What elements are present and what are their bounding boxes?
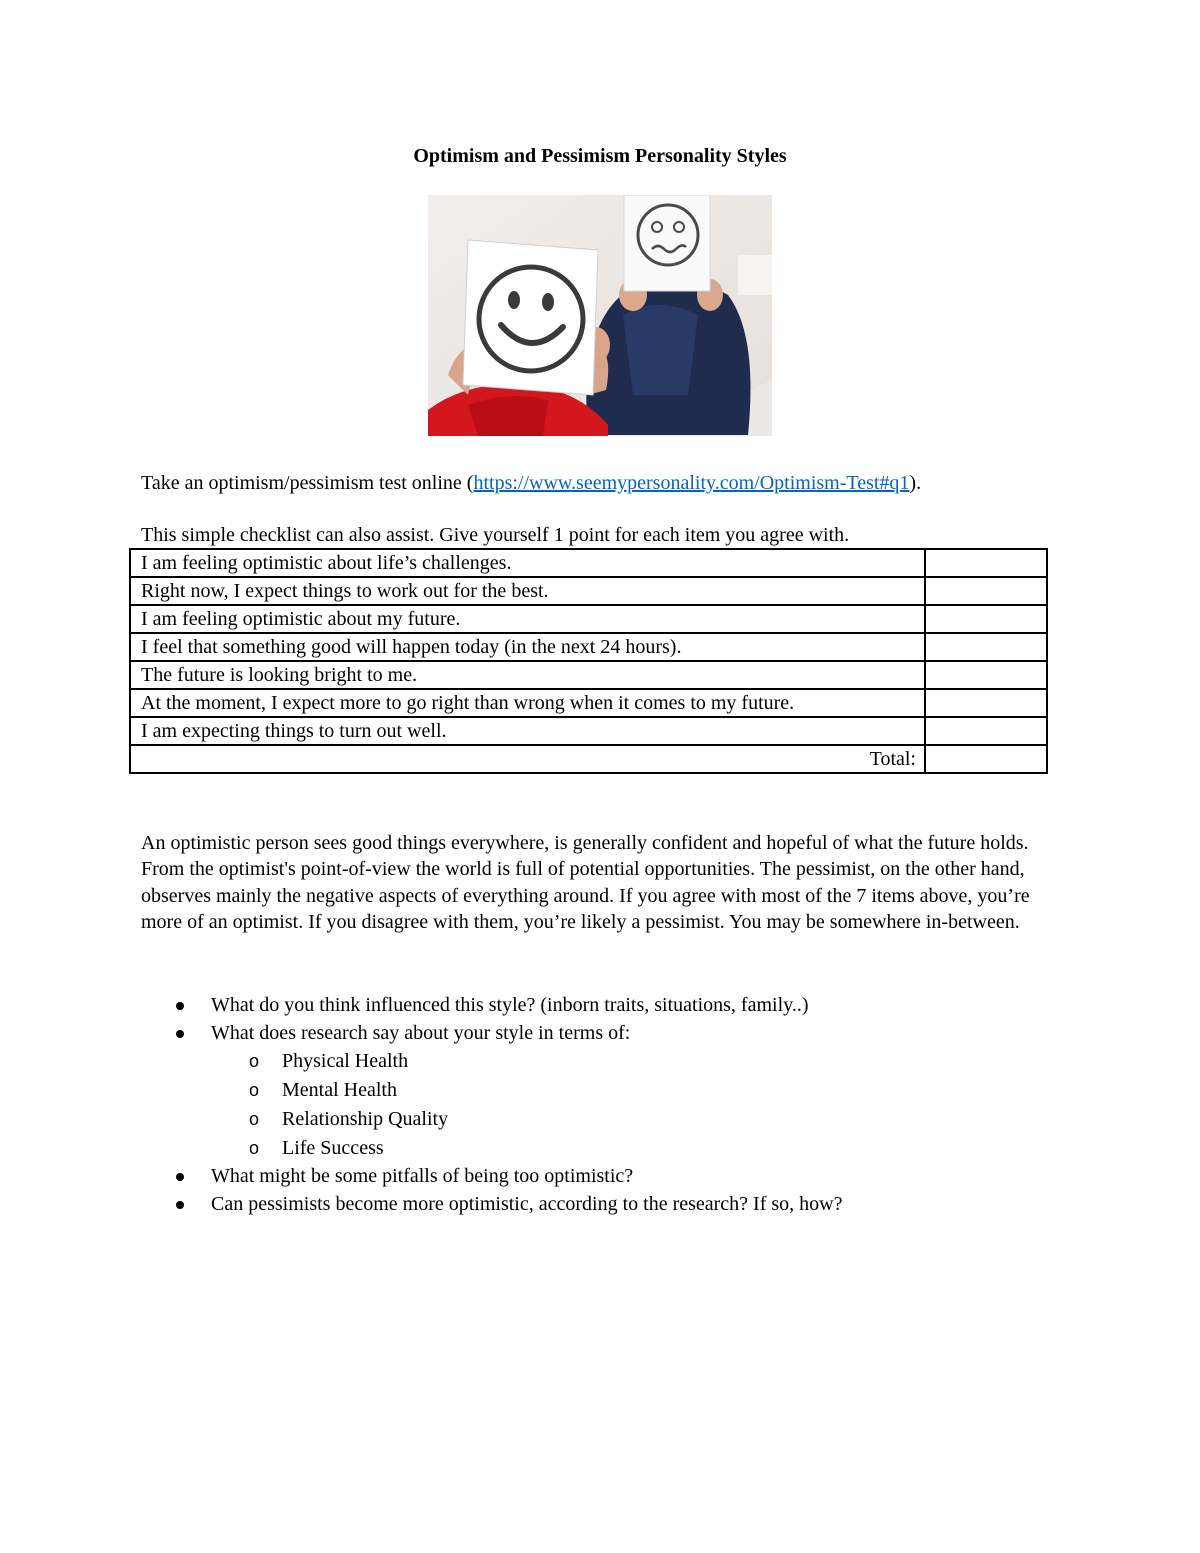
sub-bullet-icon: o [249, 1109, 260, 1129]
checklist-row [130, 661, 1047, 689]
checklist-item: Right now, I expect things to work out for the best. [130, 577, 925, 605]
question-text: What does research say about your style in terms of: [211, 1021, 631, 1044]
score-cell[interactable] [925, 577, 1047, 605]
question-text: What do you think influenced this style? (inborn traits, situations, family..) [211, 994, 809, 1016]
research-topic-item [211, 1105, 1070, 1134]
research-topic-text: Mental Health [282, 1079, 397, 1101]
question-text: What might be some pitfalls of being too optimistic? [211, 1165, 634, 1187]
checklist-intro: This simple checklist can also assist. Give yourself 1 point for each item you agree with. [141, 524, 850, 546]
research-topic-item [211, 1134, 1070, 1163]
research-topic-text: Life Success [282, 1137, 384, 1159]
checklist-row [130, 689, 1047, 717]
link-intro-after: ). [909, 472, 922, 494]
total-label: Total: [130, 745, 925, 773]
sub-bullet-icon: o [249, 1138, 260, 1158]
checklist-item: I am expecting things to turn out well. [130, 717, 925, 745]
checklist-total-row [130, 745, 1047, 773]
online-test-paragraph [141, 470, 1061, 497]
optimism-test-link[interactable]: https://www.seemypersonality.com/Optimism-Test#q1 [473, 472, 910, 494]
checklist-item: I am feeling optimistic about my future. [130, 605, 925, 633]
research-topic-text: Relationship Quality [282, 1108, 449, 1130]
question-item [170, 992, 1070, 1020]
question-item [170, 1191, 1070, 1219]
optimism-checklist-table [129, 548, 1048, 774]
score-cell[interactable] [925, 633, 1047, 661]
score-cell[interactable] [925, 689, 1047, 717]
checklist-item: At the moment, I expect more to go right than wrong when it comes to my future. [130, 689, 925, 717]
sub-bullet-icon: o [249, 1051, 260, 1071]
research-topic-text: Physical Health [282, 1050, 409, 1072]
checklist-item: I feel that something good will happen today (in the next 24 hours). [130, 633, 925, 661]
research-topic-item [211, 1047, 1070, 1076]
question-text: Can pessimists become more optimistic, according to the research? If so, how? [211, 1192, 843, 1215]
checklist-row [130, 605, 1047, 633]
checklist-row [130, 577, 1047, 605]
link-intro-before: Take an optimism/pessimism test online ( [141, 472, 474, 494]
question-list [170, 992, 1070, 1218]
sub-bullet-icon: o [249, 1080, 260, 1100]
bullet-icon [176, 1173, 184, 1181]
question-item [170, 1163, 1070, 1191]
bullet-icon [176, 1030, 184, 1038]
total-score-cell[interactable] [925, 745, 1047, 773]
page-title: Optimism and Pessimism Personality Styles [413, 145, 787, 167]
checklist-row [130, 633, 1047, 661]
research-topic-list [211, 1047, 1070, 1163]
bullet-icon [176, 1002, 184, 1010]
score-cell[interactable] [925, 605, 1047, 633]
optimism-pessimism-photo [428, 195, 772, 436]
checklist-row [130, 717, 1047, 745]
checklist-row [130, 549, 1047, 577]
score-cell[interactable] [925, 661, 1047, 689]
optimism-explanation-paragraph: An optimistic person sees good things everywhere, is generally confident and hopeful of what the future holds. From the optimist's point-of-view the world is full of potential opportunities. The pessimist, on the other hand, observes mainly the negative aspects of everything around. If you agree with most of the 7 items above, you’re more of an optimist. If you disagree with them, you’re likely a pessimist. You may be somewhere in-between. [141, 832, 1030, 934]
score-cell[interactable] [925, 717, 1047, 745]
bullet-icon [176, 1201, 184, 1209]
research-topic-item [211, 1076, 1070, 1105]
score-cell[interactable] [925, 549, 1047, 577]
checklist-item: I am feeling optimistic about life’s challenges. [130, 549, 925, 577]
checklist-item: The future is looking bright to me. [130, 661, 925, 689]
question-item [170, 1020, 1070, 1164]
